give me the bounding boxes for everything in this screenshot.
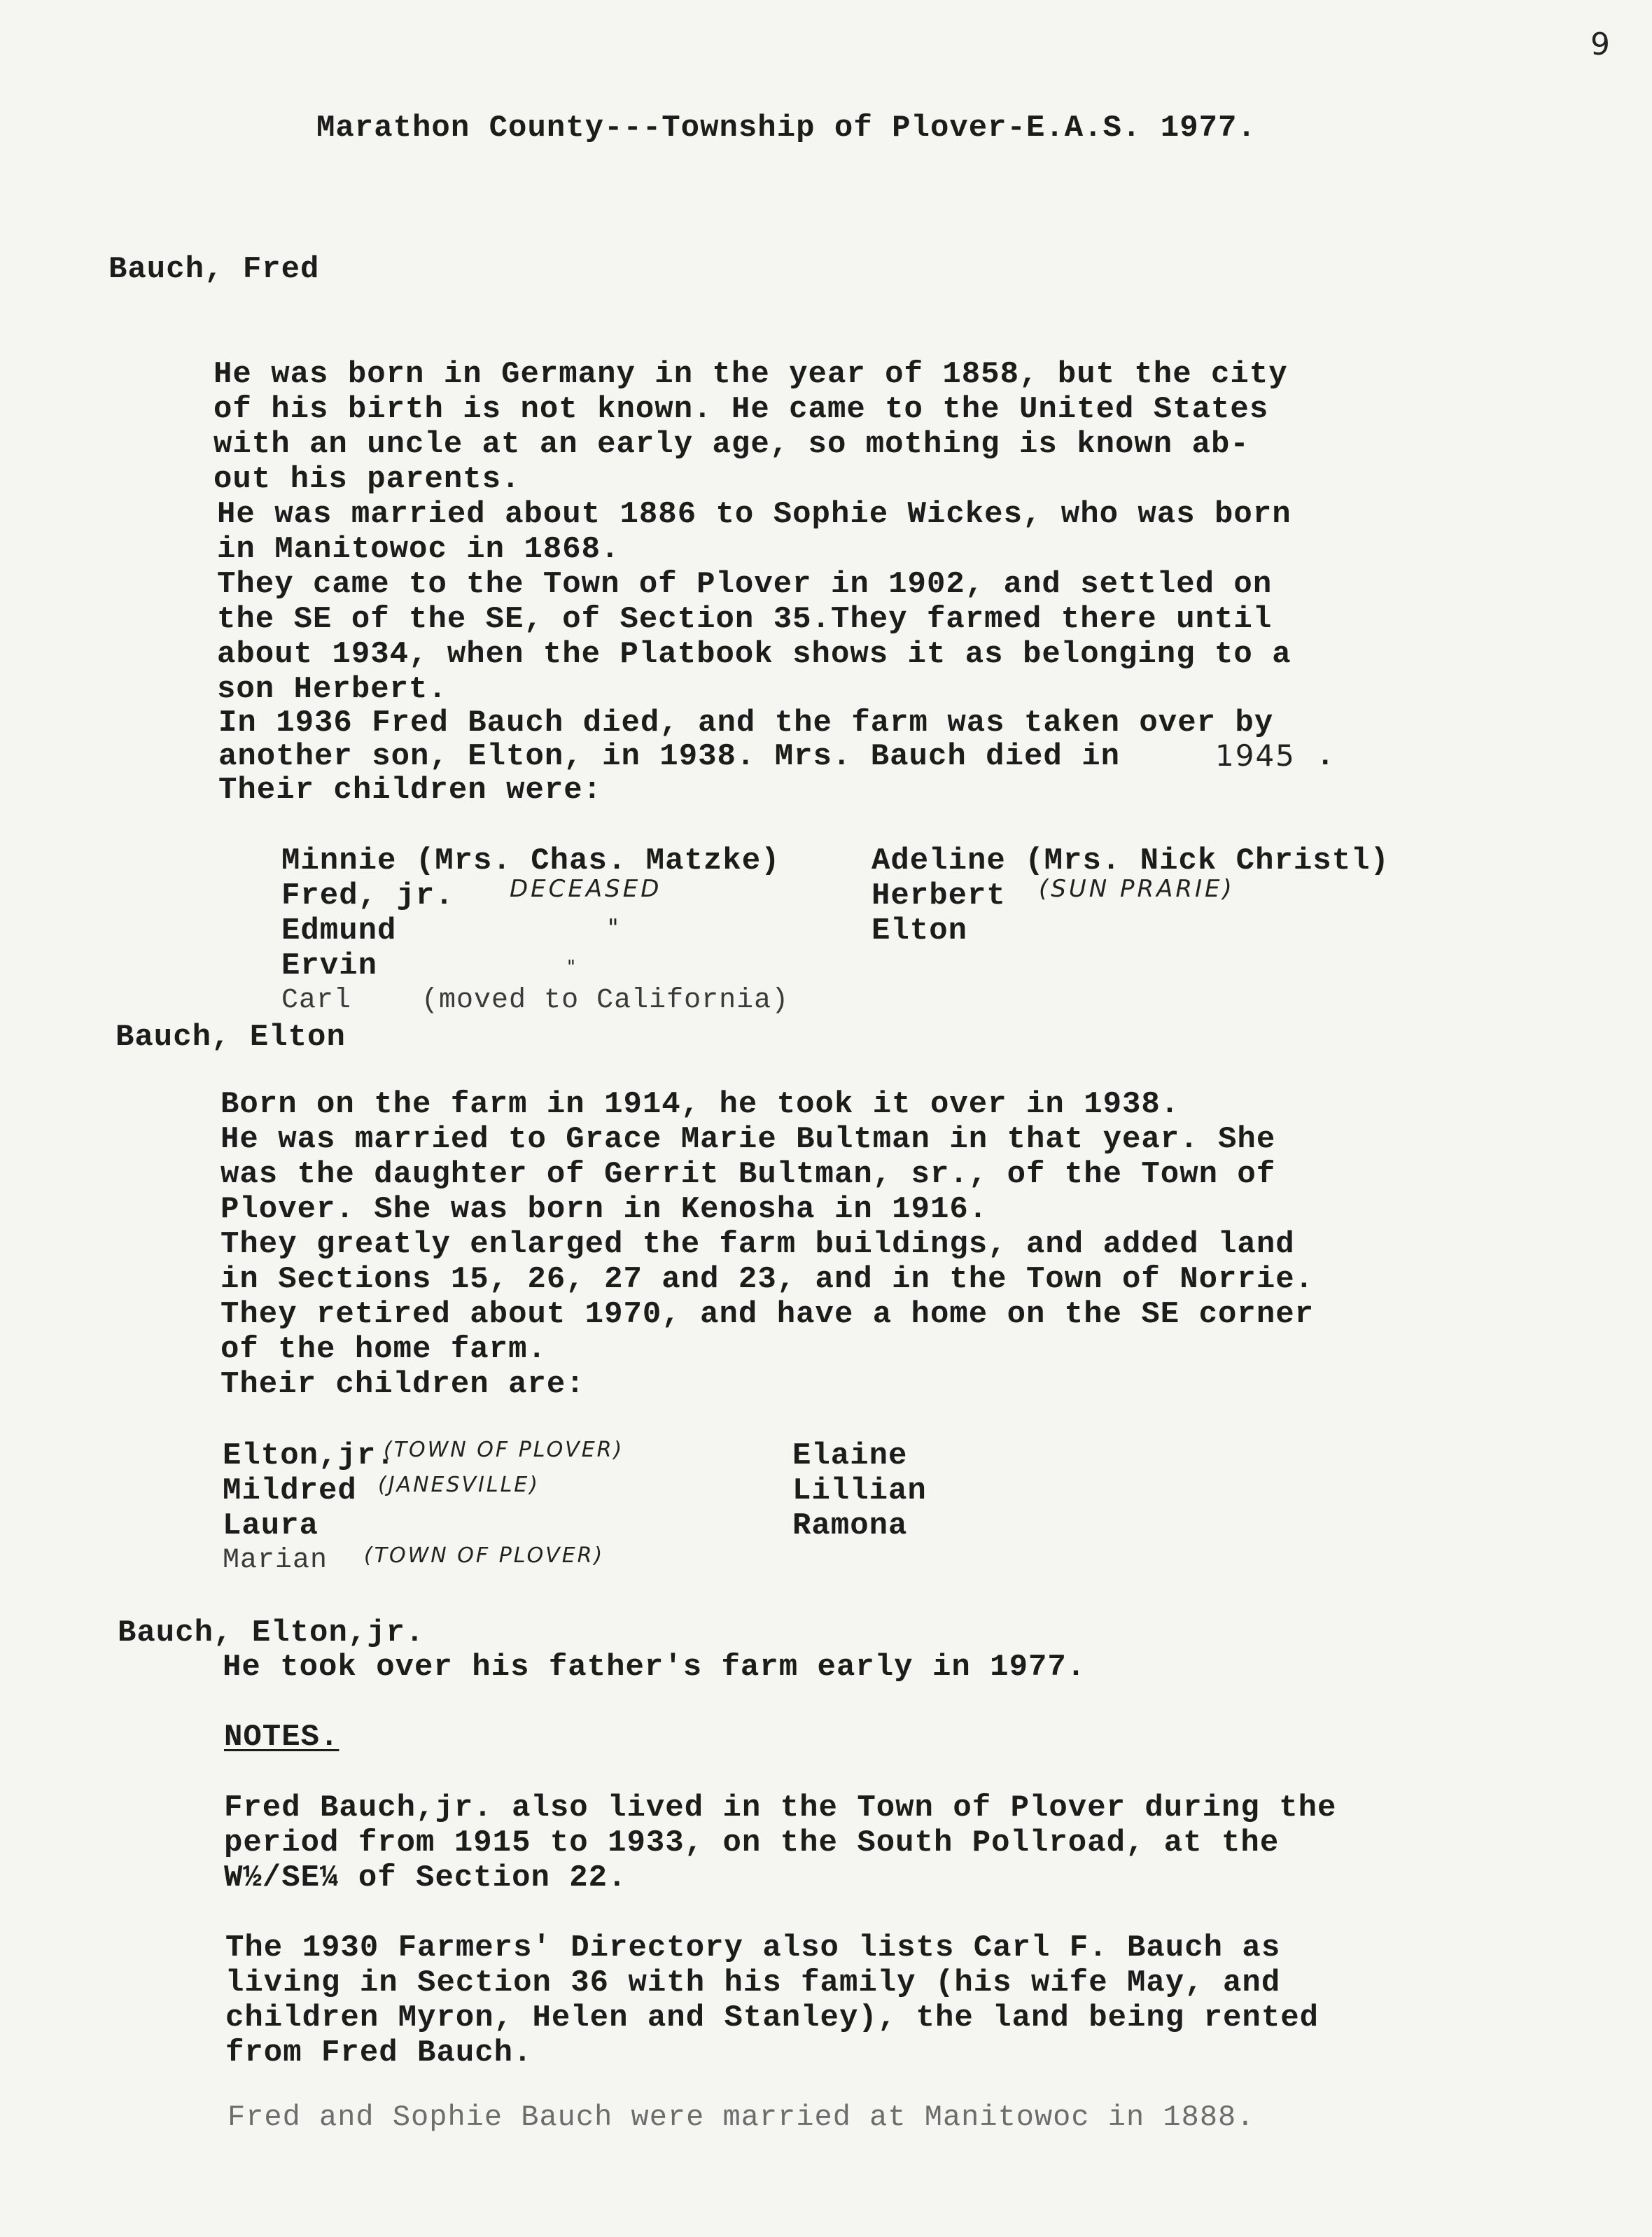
fred-line-6: in Manitowoc in 1868. [217, 532, 620, 567]
handwritten-note-town-of-plover-2: (TOWN OF PLOVER) [364, 1543, 605, 1568]
handwritten-note-deceased: DECEASED [510, 875, 662, 903]
elton-child-4: Elaine [792, 1438, 908, 1473]
fred-child-7: Elton [872, 913, 968, 948]
elton-line-5: They greatly enlarged the farm buildings, and added land [220, 1227, 1295, 1262]
fred-child-1: Minnie (Mrs. Chas. Matzke) [281, 843, 780, 878]
fred-line-2: of his birth is not known. He came to the United States [214, 392, 1269, 427]
fred-line-7: They came to the Town of Plover in 1902, and settled on [217, 567, 1273, 602]
elton-child-marian: Marian [223, 1545, 328, 1576]
fred-line-5: He was married about 1886 to Sophie Wickes, who was born [217, 497, 1292, 532]
fred-line-8: the SE of the SE, of Section 35.They farmed there until [217, 602, 1273, 637]
page-header: Marathon County---Township of Plover-E.A.S. 1977. [316, 111, 1256, 146]
handwritten-note-sun-prarie: (SUN PRARIE) [1039, 875, 1235, 903]
section-heading-elton-jr: Bauch, Elton,jr. [118, 1615, 425, 1650]
elton-child-6: Ramona [792, 1508, 908, 1543]
notes-para2-line-2: living in Section 36 with his family (his wife May, and [225, 1965, 1281, 2000]
elton-line-8: of the home farm. [220, 1332, 547, 1367]
notes-para3: Fred and Sophie Bauch were married at Manitowoc in 1888. [227, 2101, 1255, 2134]
fred-line-3: with an uncle at an early age, so mothing is known ab- [214, 427, 1250, 462]
fred-line-10: son Herbert. [217, 672, 447, 707]
ditto-mark-1: " [608, 914, 622, 942]
notes-para1-line-1: Fred Bauch,jr. also lived in the Town of Plover during the [224, 1790, 1337, 1825]
fred-line-12-period: . [1316, 739, 1336, 774]
elton-line-1: Born on the farm in 1914, he took it over in 1938. [220, 1087, 1180, 1122]
fred-line-11: In 1936 Fred Bauch died, and the farm was taken over by [218, 706, 1274, 741]
elton-line-6: in Sections 15, 26, 27 and 23, and in the Town of Norrie. [220, 1262, 1315, 1297]
fred-child-2: Fred, jr. [281, 878, 454, 913]
fred-child-6: Herbert [872, 878, 1006, 913]
notes-para1-line-2: period from 1915 to 1933, on the South Pollroad, at the [224, 1825, 1280, 1860]
notes-para1-line-3: W½/SE¼ of Section 22. [224, 1860, 627, 1895]
notes-para2-line-1: The 1930 Farmers' Directory also lists Carl F. Bauch as [225, 1930, 1281, 1965]
elton-child-1: Elton,jr. [223, 1438, 396, 1473]
notes-para2-line-4: from Fred Bauch. [225, 2035, 533, 2070]
elton-line-2: He was married to Grace Marie Bultman in that year. She [220, 1122, 1276, 1157]
handwritten-note-janesville: (JANESVILLE) [378, 1473, 540, 1497]
elton-line-4: Plover. She was born in Kenosha in 1916. [220, 1192, 988, 1227]
elton-line-3: was the daughter of Gerrit Bultman, sr., of the Town of [220, 1157, 1276, 1192]
fred-line-12: another son, Elton, in 1938. Mrs. Bauch died in [218, 739, 1121, 774]
elton-child-2: Mildred [223, 1473, 357, 1508]
section-heading-fred: Bauch, Fred [108, 252, 320, 287]
notes-para2-line-3: children Myron, Helen and Stanley), the land being rented [225, 2000, 1320, 2035]
elton-child-5: Lillian [792, 1473, 927, 1508]
elton-child-3: Laura [223, 1508, 319, 1543]
fred-child-4: Ervin [281, 948, 378, 983]
fred-line-9: about 1934, when the Platbook shows it as belonging to a [217, 637, 1292, 672]
fred-line-4: out his parents. [214, 462, 521, 497]
fred-line-13: Their children were: [218, 773, 603, 808]
ditto-mark-2: " [567, 957, 578, 978]
elton-jr-line: He took over his father's farm early in 1977. [223, 1650, 1086, 1685]
fred-child-carl: Carl (moved to California) [281, 985, 790, 1016]
elton-line-7: They retired about 1970, and have a home on the SE corner [220, 1297, 1315, 1332]
fred-child-5: Adeline (Mrs. Nick Christl) [872, 843, 1390, 878]
elton-line-9: Their children are: [220, 1367, 585, 1402]
section-heading-elton: Bauch, Elton [115, 1020, 346, 1055]
handwritten-note-town-of-plover-1: (TOWN OF PLOVER) [384, 1438, 624, 1462]
page-number: 9 [1590, 27, 1610, 62]
fred-child-3: Edmund [281, 913, 397, 948]
fred-line-1: He was born in Germany in the year of 1858, but the city [214, 357, 1288, 392]
notes-heading: NOTES. [224, 1720, 340, 1755]
handwritten-death-year: 1945 [1215, 738, 1296, 773]
